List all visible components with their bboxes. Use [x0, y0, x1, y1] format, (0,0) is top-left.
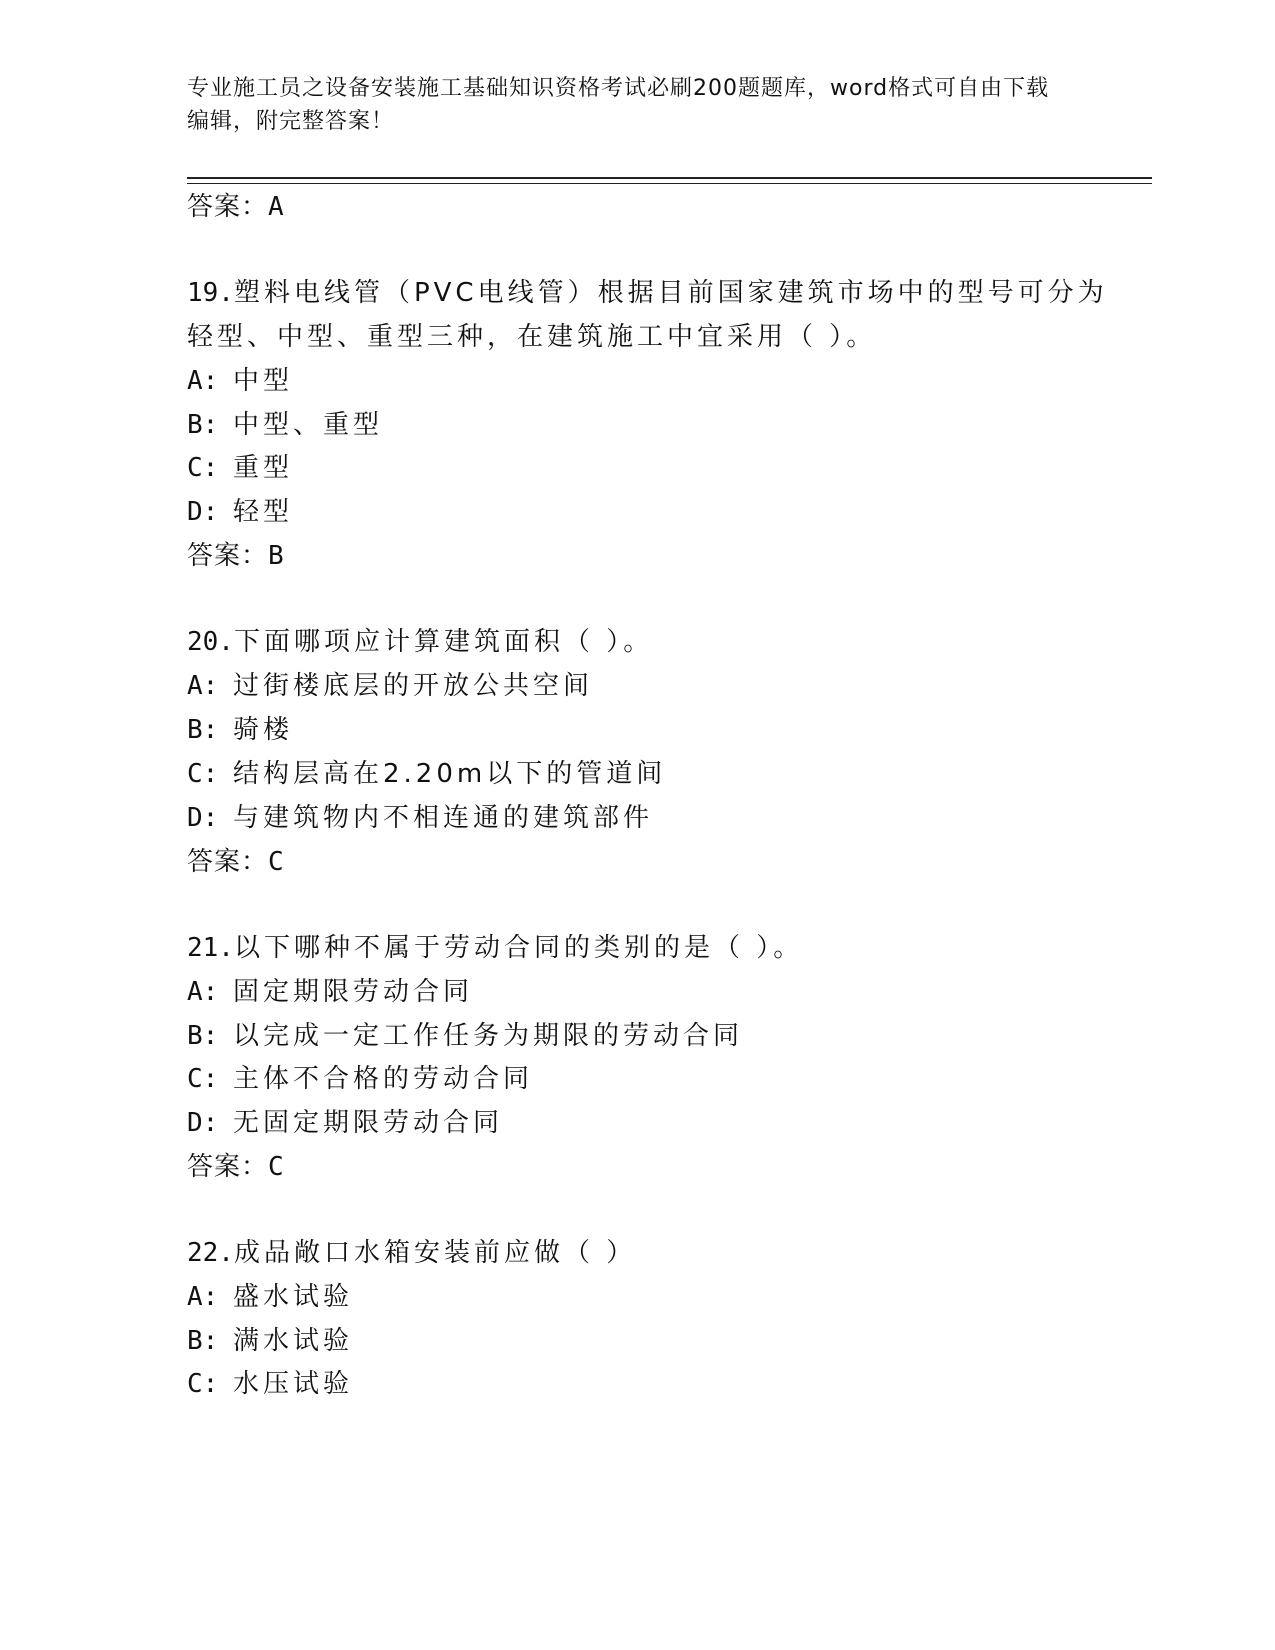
question-text: 以下哪种不属于劳动合同的类别的是（ ）。 — [233, 933, 804, 963]
option-text: 重型 — [233, 453, 294, 483]
question-19-option-b — [187, 408, 383, 442]
question-number: 19. — [187, 278, 234, 308]
option-letter: C: — [187, 759, 219, 789]
answer-label: 答案： — [187, 192, 269, 222]
option-text: 固定期限劳动合同 — [233, 977, 474, 1007]
option-letter: C: — [187, 453, 219, 483]
option-text: 无固定期限劳动合同 — [233, 1108, 504, 1138]
option-letter: C: — [187, 1064, 219, 1094]
question-22-option-b — [187, 1324, 353, 1358]
question-19-option-c — [187, 451, 293, 485]
option-text: 轻型 — [233, 497, 294, 527]
option-text: 结构层高在2.20m以下的管道间 — [233, 759, 667, 789]
question-21-option-c — [187, 1062, 533, 1096]
answer-label: 答案： — [187, 541, 269, 571]
option-letter: A: — [187, 977, 219, 1007]
question-20-option-a — [187, 669, 593, 703]
question-21-option-d — [187, 1106, 503, 1140]
question-19-line-1 — [187, 276, 1108, 310]
question-22-line-1 — [187, 1236, 636, 1270]
option-letter: A: — [187, 1282, 219, 1312]
question-20-answer — [187, 845, 285, 879]
option-text: 骑楼 — [233, 715, 294, 745]
option-letter: B: — [187, 1021, 219, 1051]
question-20-option-c — [187, 757, 666, 791]
option-letter: D: — [187, 803, 219, 833]
question-21-answer — [187, 1150, 285, 1184]
option-text: 盛水试验 — [233, 1282, 354, 1312]
option-letter: B: — [187, 715, 219, 745]
option-text: 水压试验 — [233, 1369, 354, 1399]
question-20-line-1 — [187, 625, 653, 659]
option-text: 与建筑物内不相连通的建筑部件 — [233, 803, 654, 833]
question-text: 成品敞口水箱安装前应做（ ） — [233, 1238, 637, 1268]
answer-value: C — [268, 847, 285, 877]
question-number: 21. — [187, 933, 234, 963]
question-20-option-d — [187, 801, 653, 835]
answer-value: B — [268, 541, 285, 571]
option-text: 主体不合格的劳动合同 — [233, 1064, 534, 1094]
document-header: 专业施工员之设备安装施工基础知识资格考试必刷200题题库，word格式可自由下载编辑，附完整答案！ — [187, 76, 1050, 134]
option-letter: A: — [187, 671, 219, 701]
option-letter: C: — [187, 1369, 219, 1399]
answer-value: A — [268, 192, 285, 222]
question-21-line-1 — [187, 931, 803, 965]
question-19-option-a — [187, 364, 293, 398]
option-text: 以完成一定工作任务为期限的劳动合同 — [233, 1021, 744, 1051]
question-text: 轻型、中型、重型三种，在建筑施工中宜采用（ ）。 — [187, 322, 877, 352]
question-19-line-2 — [187, 320, 876, 354]
option-letter: A: — [187, 366, 219, 396]
question-22-option-a — [187, 1280, 353, 1314]
previous-answer — [187, 190, 285, 224]
question-19-answer — [187, 539, 285, 573]
option-text: 满水试验 — [233, 1326, 354, 1356]
question-22-option-c — [187, 1367, 353, 1401]
option-text: 中型、重型 — [233, 410, 384, 440]
header-divider-thin — [187, 183, 1152, 184]
option-letter: B: — [187, 410, 219, 440]
option-letter: D: — [187, 497, 219, 527]
question-20-option-b — [187, 713, 293, 747]
question-text: 下面哪项应计算建筑面积（ ）。 — [233, 627, 654, 657]
answer-label: 答案： — [187, 847, 269, 877]
header-divider-thick — [187, 177, 1152, 179]
question-text: 塑料电线管（PVC电线管）根据目前国家建筑市场中的型号可分为 — [233, 278, 1108, 308]
option-letter: D: — [187, 1108, 219, 1138]
question-21-option-a — [187, 975, 473, 1009]
question-number: 20. — [187, 627, 234, 657]
answer-label: 答案： — [187, 1152, 269, 1182]
option-text: 过街楼底层的开放公共空间 — [233, 671, 594, 701]
question-21-option-b — [187, 1019, 743, 1053]
question-number: 22. — [187, 1238, 234, 1268]
answer-value: C — [268, 1152, 285, 1182]
option-text: 中型 — [233, 366, 294, 396]
question-19-option-d — [187, 495, 293, 529]
option-letter: B: — [187, 1326, 219, 1356]
